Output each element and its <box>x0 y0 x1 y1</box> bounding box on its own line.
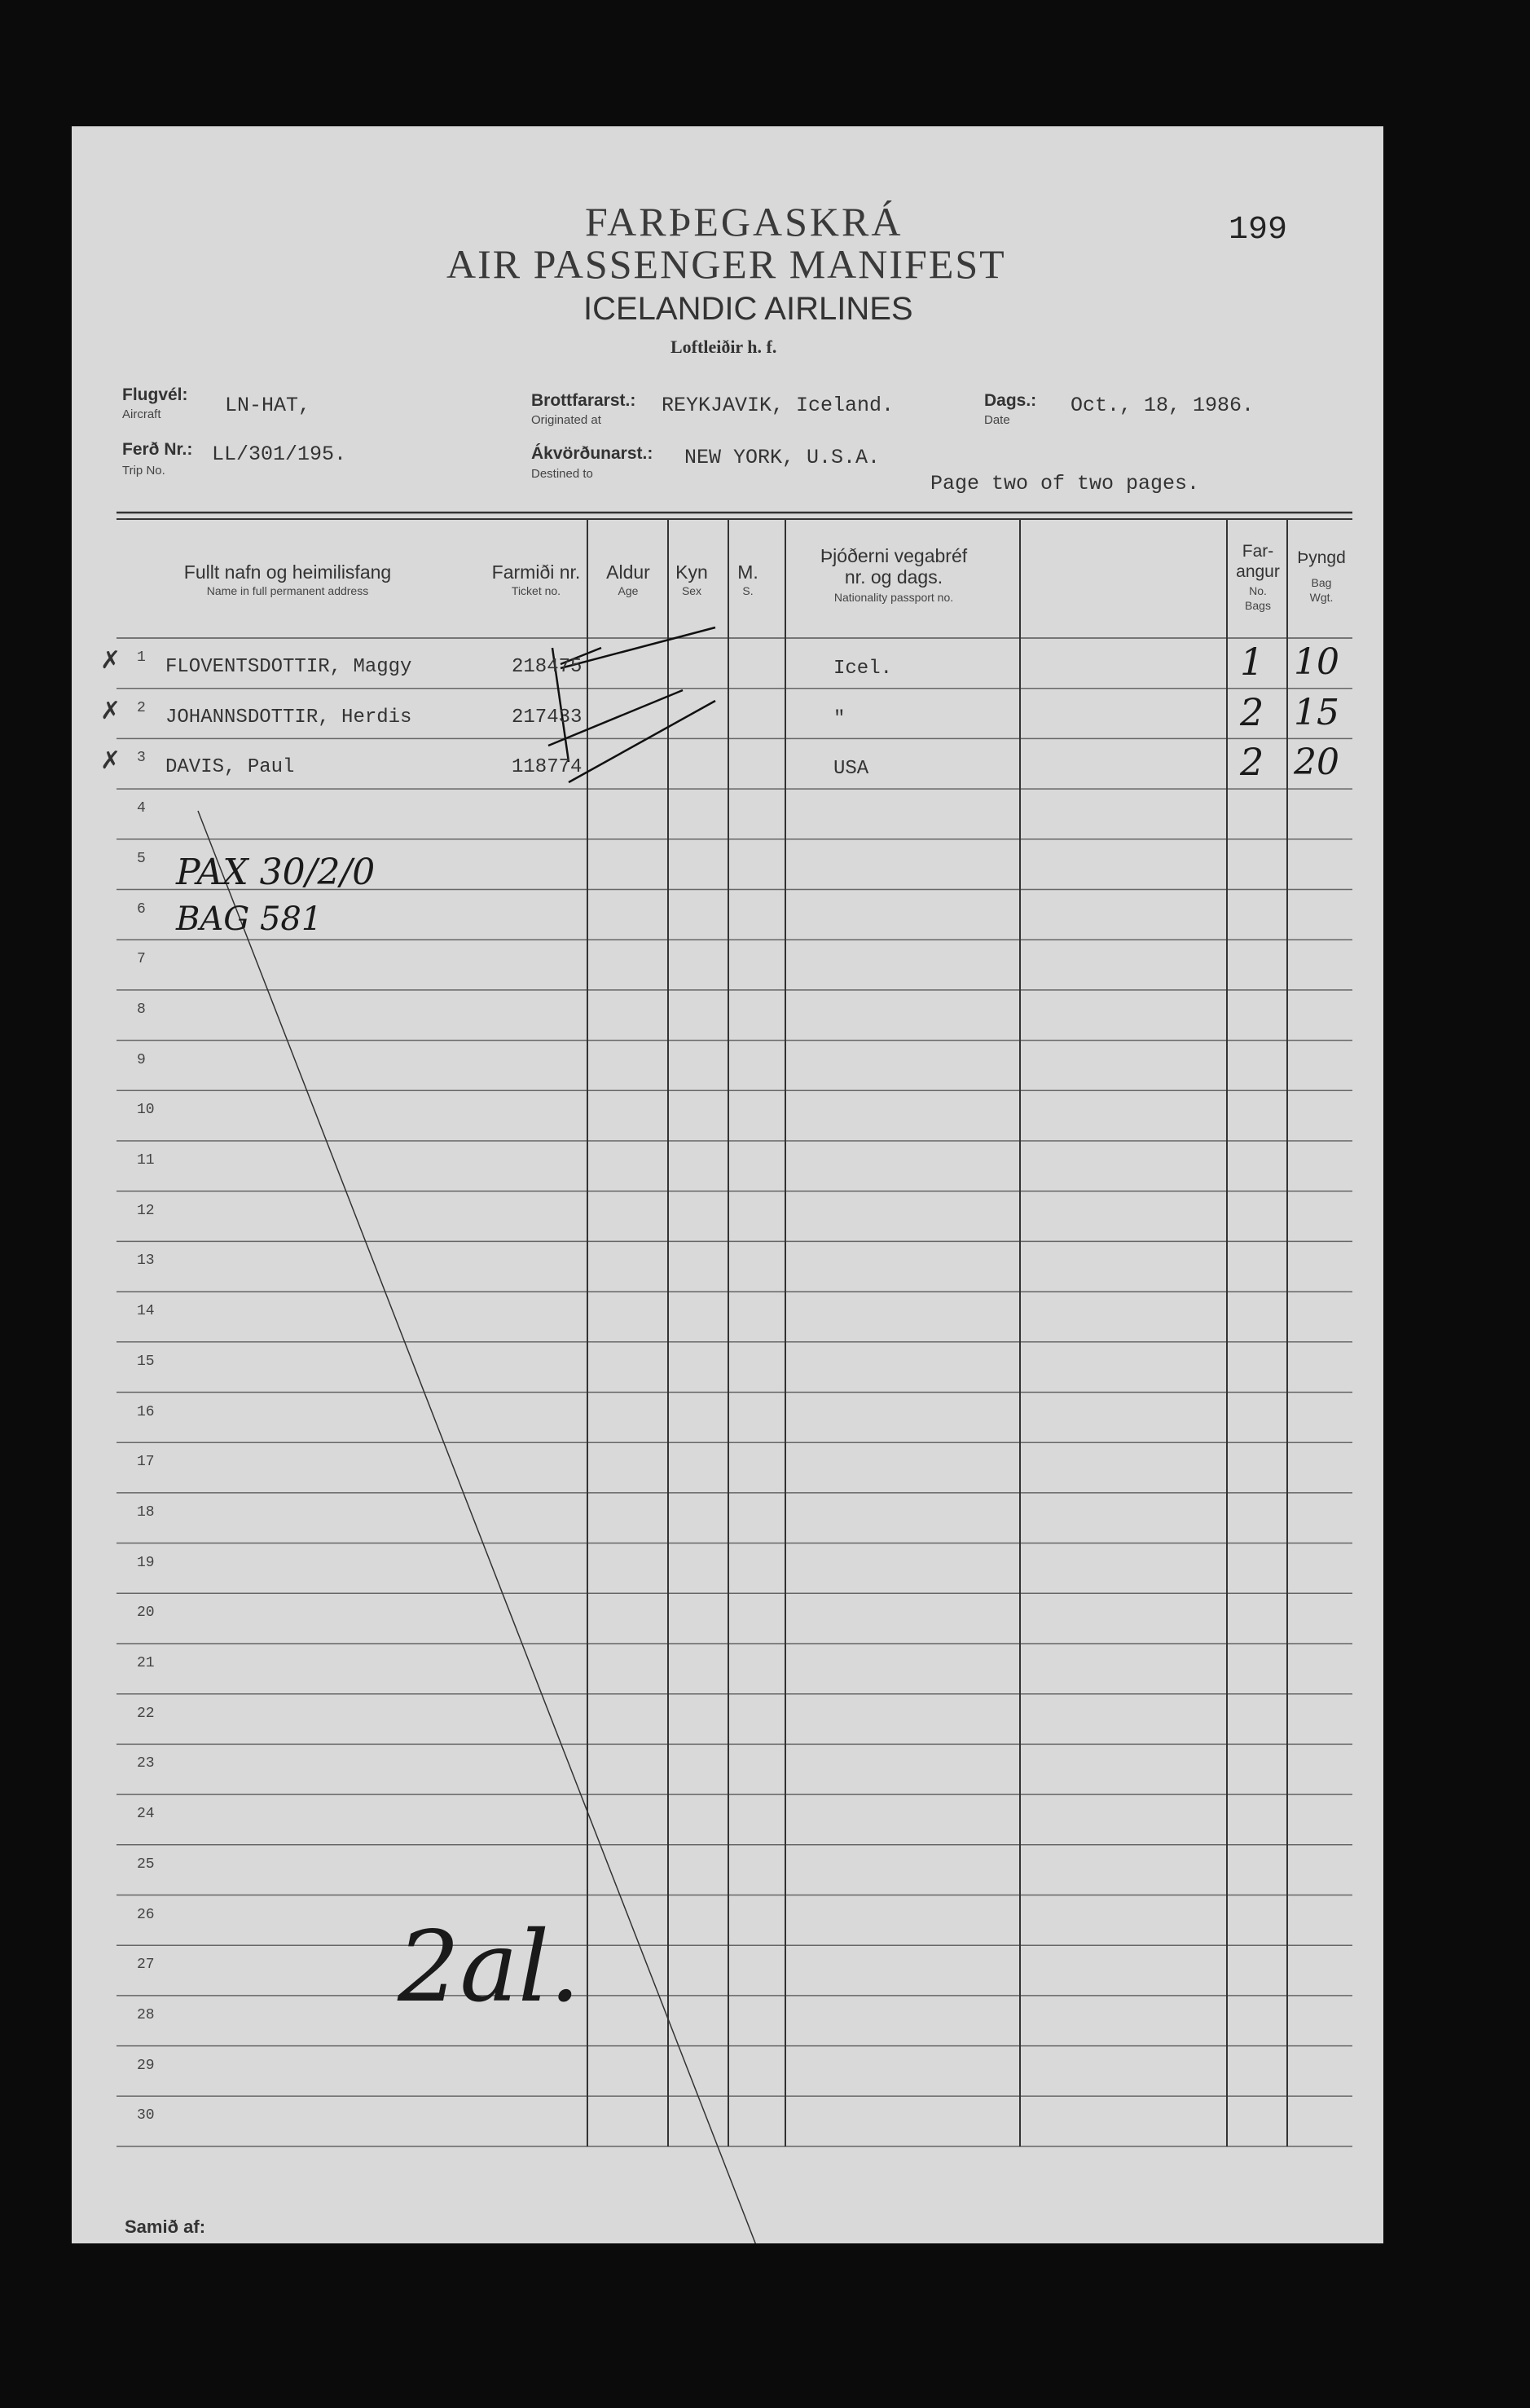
origin-label: Brottfararst.: <box>531 391 636 410</box>
col-nationality-header-2: nr. og dags. <box>844 566 943 588</box>
row-check-mark: ✗ <box>100 746 121 776</box>
col-weight-subheader: Bag <box>1311 576 1332 589</box>
col-ticket-header: Farmiði nr. <box>491 561 581 583</box>
ticket-number: 218475 <box>512 656 583 678</box>
col-name-header: Fullt nafn og heimilisfang <box>183 561 392 583</box>
row-number: 23 <box>137 1755 155 1772</box>
passenger-nationality: USA <box>833 758 869 781</box>
col-ms-header: M. <box>737 561 758 583</box>
col-bags-header: Far- <box>1242 542 1274 561</box>
ticket-number: 217433 <box>512 706 583 729</box>
row-number: 27 <box>137 1957 155 1974</box>
row-number: 28 <box>137 2006 155 2023</box>
col-sex-subheader: Sex <box>681 584 702 597</box>
row-number: 18 <box>137 1503 155 1521</box>
footer-label: Samið af: <box>125 2217 206 2237</box>
col-ticket-subheader: Ticket no. <box>511 584 561 597</box>
title-english: AIR PASSENGER MANIFEST <box>446 241 1006 287</box>
row-number: 30 <box>137 2107 155 2124</box>
destination-label: Ákvörðunarst.: <box>531 444 653 463</box>
row-number: 12 <box>137 1202 155 1219</box>
row-number: 26 <box>137 1906 155 1923</box>
row-number: 20 <box>137 1605 155 1622</box>
row-number: 3 <box>137 750 146 767</box>
row-number: 24 <box>137 1806 155 1823</box>
date-label: Dags.: <box>984 391 1037 410</box>
destination-sublabel: Destined to <box>531 467 593 481</box>
title-icelandic: FARÞEGASKRÁ <box>585 199 903 244</box>
date-value: Oct., 18, 1986. <box>1071 394 1255 417</box>
trip-label: Ferð Nr.: <box>122 440 193 459</box>
col-age-subheader: Age <box>618 584 639 597</box>
manifest-sheet <box>72 126 1383 2243</box>
row-number: 15 <box>137 1353 155 1370</box>
row-number: 16 <box>137 1403 155 1420</box>
row-check-mark: ✗ <box>100 646 121 675</box>
col-bags-subheader: No. <box>1249 584 1267 597</box>
row-number: 22 <box>137 1705 155 1722</box>
row-number: 11 <box>137 1152 155 1169</box>
col-weight-subheader-2: Wgt. <box>1309 591 1334 604</box>
handwritten-signature: 2al. <box>398 1911 581 2024</box>
trip-value: LL/301/195. <box>212 442 347 466</box>
passenger-nationality: " <box>833 707 846 730</box>
row-number: 9 <box>137 1051 146 1068</box>
col-weight-header: Þyngd <box>1297 548 1346 567</box>
origin-sublabel: Originated at <box>531 413 601 427</box>
airline-name: ICELANDIC AIRLINES <box>583 291 913 327</box>
diagonal-strike-line <box>198 811 756 2243</box>
origin-value: REYKJAVIK, Iceland. <box>662 394 895 417</box>
date-sublabel: Date <box>984 413 1010 427</box>
row-number: 19 <box>137 1554 155 1571</box>
row-number: 1 <box>137 649 146 666</box>
aircraft-label: Flugvél: <box>122 385 188 404</box>
bag-weight: 20 <box>1294 742 1339 784</box>
col-age-header: Aldur <box>606 561 650 583</box>
ticket-strike-mark <box>569 701 715 782</box>
row-number: 17 <box>137 1454 155 1471</box>
aircraft-sublabel: Aircraft <box>122 407 161 421</box>
row-number: 10 <box>137 1102 155 1119</box>
row-number: 8 <box>137 1001 146 1018</box>
col-bags-subheader-2: Bags <box>1245 599 1271 612</box>
bag-weight: 15 <box>1294 691 1339 733</box>
bag-count: 2 <box>1240 689 1264 734</box>
page-note: Page two of two pages. <box>930 472 1200 495</box>
bag-count: 1 <box>1240 640 1264 684</box>
row-check-mark: ✗ <box>100 696 121 725</box>
ticket-number: 118774 <box>512 756 583 779</box>
passenger-name: DAVIS, Paul <box>165 756 295 779</box>
destination-value: NEW YORK, U.S.A. <box>684 446 881 469</box>
col-name-subheader: Name in full permanent address <box>206 584 369 597</box>
col-sex-header: Kyn <box>675 561 708 583</box>
manifest-grid <box>72 126 1383 2243</box>
row-number: 25 <box>137 1856 155 1873</box>
ticket-strike-mark <box>561 627 715 668</box>
row-number: 7 <box>137 951 146 968</box>
row-number: 29 <box>137 2057 155 2074</box>
page-number: 199 <box>1229 212 1288 249</box>
row-number: 14 <box>137 1303 155 1320</box>
col-ms-subheader: S. <box>742 584 754 597</box>
bag-count-note: BAG 581 <box>176 900 323 938</box>
row-number: 5 <box>137 850 146 867</box>
company-name: Loftleiðir h. f. <box>670 337 777 357</box>
passenger-name: FLOVENTSDOTTIR, Maggy <box>165 656 412 678</box>
aircraft-value: LN-HAT, <box>225 394 311 417</box>
bag-count: 2 <box>1240 740 1264 785</box>
col-nationality-header: Þjóðerni vegabréf <box>820 545 968 566</box>
passenger-nationality: Icel. <box>833 658 893 680</box>
row-number: 21 <box>137 1655 155 1671</box>
row-number: 2 <box>137 699 146 716</box>
col-nationality-subheader: Nationality passport no. <box>833 591 954 604</box>
trip-sublabel: Trip No. <box>122 464 165 478</box>
col-bags-header-2: angur <box>1236 562 1280 581</box>
passenger-name: JOHANNSDOTTIR, Herdis <box>165 706 412 729</box>
row-number: 6 <box>137 900 146 918</box>
row-number: 13 <box>137 1252 155 1270</box>
bag-weight: 10 <box>1294 641 1339 683</box>
pax-count-note: PAX 30/2/0 <box>176 852 376 893</box>
row-number: 4 <box>137 800 146 817</box>
